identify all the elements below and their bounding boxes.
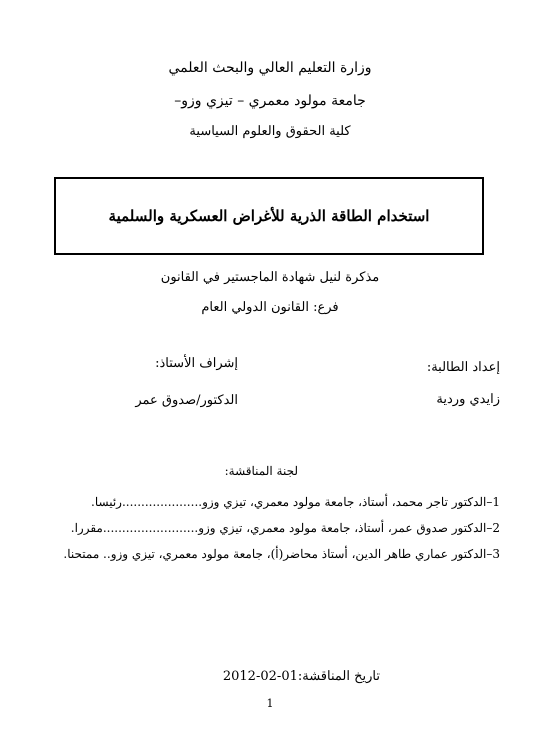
branch-line: فرع: القانون الدولي العام (201, 300, 339, 315)
student-name: زايدي وردية (436, 392, 500, 407)
defense-date: تاريخ المناقشة:01-02-2012 (222, 669, 380, 684)
committee-title: لجنة المناقشة: (224, 464, 298, 478)
supervisor-name: الدكتور/صدوق عمر (135, 393, 238, 408)
faculty-line: كلية الحقوق والعلوم السياسية (189, 124, 351, 139)
ministry-line: وزارة التعليم العالي والبحث العلمي (168, 60, 372, 76)
supervisor-label: إشراف الأستاذ: (155, 356, 238, 371)
degree-line: مذكرة لنيل شهادة الماجستير في القانون (160, 270, 380, 285)
thesis-title-box (54, 177, 484, 255)
page-number: 1 (266, 697, 274, 710)
committee-member: 3–الدكتور عماري طاهر الدين، أستاذ محاضر(أ)، جامعة مولود معمري، تيزي وزو.. ممتحنا. (63, 547, 500, 561)
prepared-by-label: إعداد الطالبة: (426, 360, 500, 375)
committee-member: 2–الدكتور صدوق عمر، أستاذ، جامعة مولود معمري، تيزي وزو.........................مقررا. (70, 521, 500, 535)
university-line: جامعة مولود معمري – تيزي وزو– (174, 93, 366, 109)
thesis-title: استخدام الطاقة الذرية للأغراض العسكرية والسلمية (108, 207, 430, 225)
committee-member: 1–الدكتور تاجر محمد، أستاذ، جامعة مولود معمري، تيزي وزو.....................رئيسا. (91, 495, 500, 509)
